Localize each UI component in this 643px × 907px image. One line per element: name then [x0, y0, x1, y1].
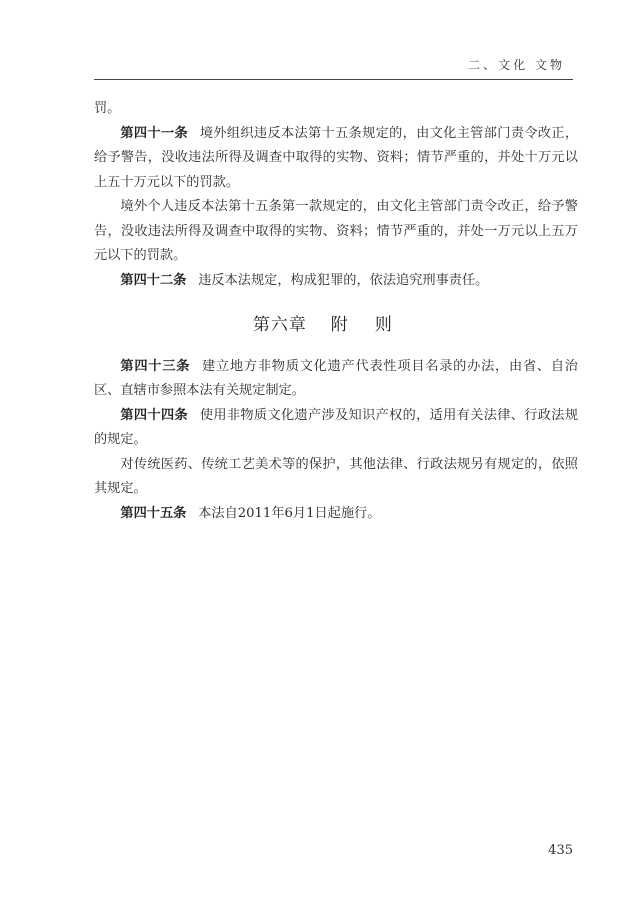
- law-paragraph: [94, 195, 578, 269]
- page-number: 435: [548, 843, 573, 858]
- page-body: [94, 97, 578, 526]
- law-paragraph: [94, 502, 578, 527]
- paragraph-text: 违反本法规定，构成犯罪的，依法追究刑事责任。: [198, 272, 489, 288]
- article-number: 第四十二条: [120, 272, 187, 288]
- law-paragraph: [94, 269, 578, 294]
- paragraph-text: 对传统医药、传统工艺美术等的保护，其他法律、行政法规另有规定的，依照其规定。: [94, 456, 578, 496]
- header-rule: [94, 79, 573, 80]
- section-before: [94, 97, 578, 293]
- paragraph-text: 建立地方非物质文化遗产代表性项目名录的办法，由省、自治区、直辖市参照本法有关规定制定。: [94, 358, 578, 398]
- chapter-heading: [94, 313, 578, 338]
- law-paragraph: [94, 355, 578, 404]
- paragraph-text: 本法自2011年6月1日起施行。: [198, 505, 381, 521]
- article-number: 第四十一条: [120, 125, 188, 141]
- law-paragraph: [94, 122, 578, 196]
- paragraph-text: 使用非物质文化遗产涉及知识产权的，适用有关法律、行政法规的规定。: [94, 407, 579, 447]
- paragraph-text: 罚。: [94, 101, 121, 116]
- article-number: 第四十三条: [120, 358, 191, 374]
- article-number: 第四十四条: [120, 407, 188, 423]
- law-paragraph: [94, 97, 578, 122]
- law-paragraph: [94, 453, 578, 502]
- article-number: 第四十五条: [120, 505, 187, 521]
- paragraph-text: 境外组织违反本法第十五条规定的，由文化主管部门责令改正，给予警告，没收违法所得及调查中取得的实物、资料；情节严重的，并处十万元以上五十万元以下的罚款。: [94, 125, 579, 190]
- law-paragraph: [94, 404, 578, 453]
- chapter-number: 第六章: [252, 315, 307, 335]
- section-after: [94, 355, 578, 527]
- paragraph-text: 境外个人违反本法第十五条第一款规定的，由文化主管部门责令改正，给予警告，没收违法所得及调查中取得的实物、资料；情节严重的，并处一万元以上五万元以下的罚款。: [94, 199, 578, 263]
- chapter-title: 附则: [330, 315, 420, 335]
- running-header: 二、文化 文物: [468, 58, 565, 72]
